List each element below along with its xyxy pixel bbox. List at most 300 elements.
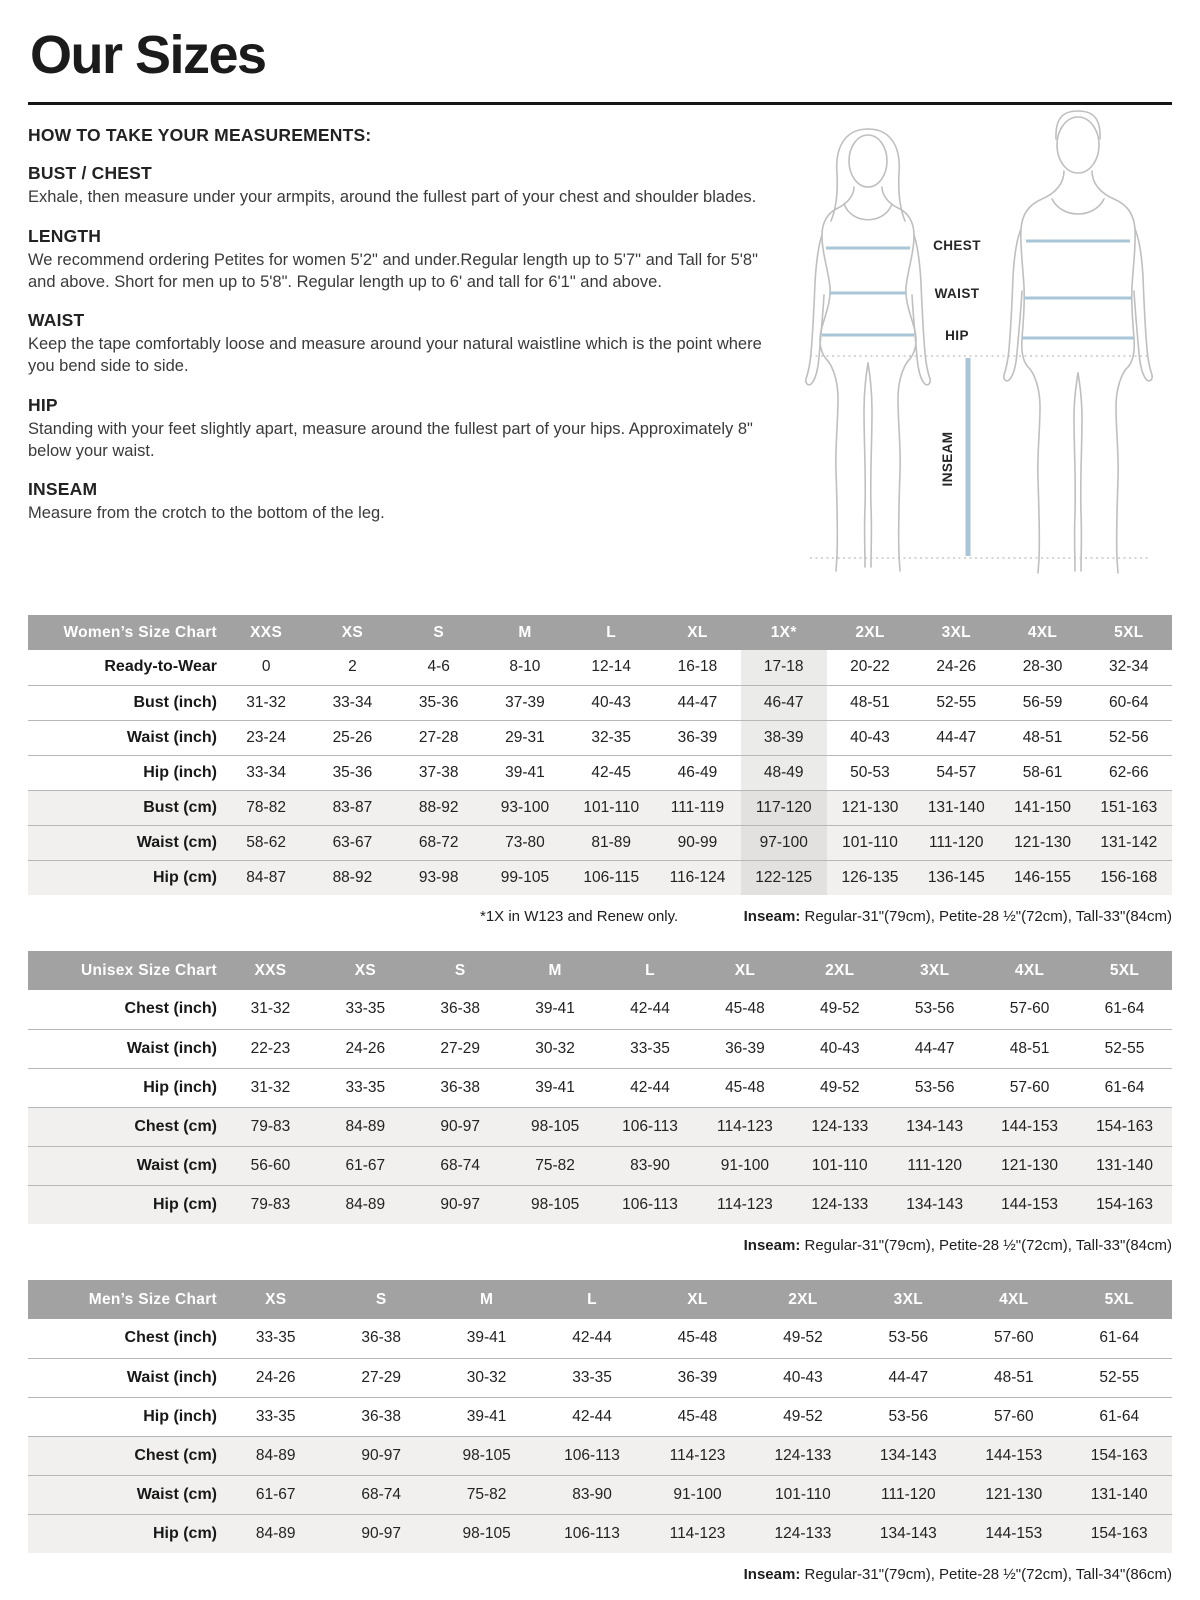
size-cell: 40-43: [783, 1368, 823, 1386]
size-column-header: 2XL: [792, 951, 887, 990]
row-label: Bust (inch): [133, 693, 217, 711]
size-cell: 42-45: [591, 763, 632, 781]
size-cell: 0: [261, 658, 271, 676]
size-cell: 24-26: [345, 1039, 386, 1057]
size-column-header: S: [413, 951, 508, 990]
size-cell: 36-38: [361, 1329, 401, 1347]
size-cell: 144-153: [985, 1446, 1043, 1464]
size-cell: 106-113: [564, 1446, 620, 1464]
row-label: Ready-to-Wear: [104, 658, 217, 676]
size-cell: 27-29: [361, 1368, 401, 1386]
size-cell: 27-28: [418, 728, 459, 746]
size-cell: 39-41: [535, 1000, 575, 1018]
size-column-header: 1X*: [741, 615, 827, 650]
size-cell: 121-130: [841, 798, 899, 816]
howto-heading: HOW TO TAKE YOUR MEASUREMENTS:: [28, 125, 372, 145]
size-cell: 46-47: [741, 685, 827, 720]
size-cell: 90-97: [361, 1524, 401, 1542]
size-cell: 101-110: [583, 798, 640, 816]
table-row: [28, 1397, 1172, 1436]
table-row: [28, 1029, 1172, 1068]
inseam-label: INSEAM: [940, 431, 955, 487]
size-cell: 17-18: [741, 650, 827, 685]
size-cell: 33-35: [572, 1368, 612, 1386]
size-cell: 20-22: [850, 658, 890, 676]
size-cell: 48-51: [1009, 1039, 1050, 1057]
size-cell: 33-35: [345, 1078, 386, 1096]
size-cell: 36-38: [440, 1078, 481, 1096]
womens-table-footnote: [28, 908, 1172, 925]
size-column-header: M: [508, 951, 603, 990]
size-cell: 49-52: [783, 1407, 823, 1425]
size-cell: 75-82: [535, 1156, 575, 1174]
size-cell: 111-120: [881, 1485, 936, 1503]
size-column-header: XL: [697, 951, 792, 990]
row-label: Hip (cm): [153, 1524, 217, 1542]
size-column-header: S: [328, 1280, 433, 1319]
size-cell: 57-60: [993, 1407, 1034, 1425]
size-column-header: 4XL: [961, 1280, 1066, 1319]
size-cell: 84-89: [255, 1446, 296, 1464]
size-cell: 53-56: [914, 1000, 955, 1018]
size-cell: 33-35: [255, 1407, 296, 1425]
instruction-section-hip: [28, 395, 773, 463]
section-title: WAIST: [28, 310, 85, 331]
body-measurement-diagram: [773, 105, 1172, 589]
instruction-section-inseam: [28, 479, 773, 525]
size-cell: 90-97: [361, 1446, 401, 1464]
size-cell: 88-92: [332, 868, 373, 886]
size-column-header: L: [603, 951, 698, 990]
inseam-note: Inseam: Regular-31"(79cm), Petite-28 ½"(72cm), Tall-34"(86cm): [743, 1566, 1172, 1583]
size-cell: 144-153: [1001, 1117, 1059, 1135]
size-column-header: 5XL: [1086, 615, 1172, 650]
size-cell: 154-163: [1096, 1117, 1153, 1135]
row-label: Bust (cm): [143, 798, 217, 816]
size-cell: 31-32: [250, 1078, 291, 1096]
size-cell: 73-80: [505, 833, 545, 851]
size-cell: 63-67: [332, 833, 373, 851]
size-cell: 61-64: [1099, 1407, 1140, 1425]
size-column-header: 3XL: [887, 951, 982, 990]
size-cell: 30-32: [535, 1039, 575, 1057]
size-cell: 53-56: [888, 1329, 929, 1347]
section-text: Keep the tape comfortably loose and measure around your natural waistline which is the point where you bend side to side.: [28, 335, 762, 376]
instruction-section-bust-chest: [28, 163, 773, 209]
unisex-size-chart-table: [28, 951, 1172, 1224]
size-cell: 42-44: [630, 1000, 670, 1018]
size-cell: 111-119: [670, 798, 725, 816]
row-label: Waist (cm): [136, 833, 217, 851]
size-cell: 121-130: [1014, 833, 1071, 851]
size-cell: 2: [348, 658, 357, 676]
size-cell: 88-92: [418, 798, 459, 816]
size-cell: 39-41: [505, 763, 545, 781]
size-cell: 58-62: [246, 833, 286, 851]
instructions-column: [28, 105, 773, 525]
size-cell: 62-66: [1109, 763, 1149, 781]
size-cell: 24-26: [255, 1368, 296, 1386]
size-cell: 84-89: [255, 1524, 296, 1542]
size-cell: 28-30: [1022, 658, 1063, 676]
size-column-header: 2XL: [827, 615, 913, 650]
size-column-header: L: [568, 615, 654, 650]
size-cell: 93-98: [418, 868, 459, 886]
size-cell: 101-110: [842, 833, 898, 851]
size-cell: 25-26: [332, 728, 373, 746]
size-column-header: 4XL: [982, 951, 1077, 990]
size-cell: 12-14: [591, 658, 632, 676]
size-cell: 131-140: [927, 798, 985, 816]
size-cell: 53-56: [914, 1078, 955, 1096]
size-cell: 61-64: [1099, 1329, 1140, 1347]
size-cell: 116-124: [669, 868, 726, 886]
section-title: LENGTH: [28, 225, 102, 246]
size-cell: 61-64: [1104, 1000, 1145, 1018]
size-column-header: XL: [645, 1280, 750, 1319]
table-row: [28, 650, 1172, 685]
size-cell: 124-133: [774, 1446, 832, 1464]
section-text: Exhale, then measure under your armpits, around the fullest part of your chest and shoulder blades.: [28, 188, 757, 206]
size-cell: 57-60: [993, 1329, 1034, 1347]
row-label: Hip (inch): [143, 1078, 217, 1096]
size-cell: 114-123: [669, 1446, 726, 1464]
instruction-section-waist: [28, 310, 773, 378]
size-cell: 151-163: [1100, 798, 1158, 816]
size-cell: 84-87: [246, 868, 286, 886]
mens-table-footnote: [28, 1566, 1172, 1583]
size-cell: 98-105: [462, 1446, 511, 1464]
size-cell: 50-53: [850, 763, 890, 781]
size-cell: 83-90: [630, 1156, 670, 1174]
size-cell: 114-123: [717, 1195, 773, 1213]
body-figures-illustration: [780, 107, 1172, 589]
size-cell: 121-130: [985, 1485, 1043, 1503]
size-cell: 154-163: [1090, 1524, 1148, 1542]
size-cell: 42-44: [630, 1078, 670, 1096]
inseam-note: Inseam: Regular-31"(79cm), Petite-28 ½"(72cm), Tall-33"(84cm): [743, 1237, 1172, 1254]
size-cell: 40-43: [591, 693, 632, 711]
table-header-row: [28, 1280, 1172, 1319]
size-cell: 124-133: [774, 1524, 832, 1542]
table-row: [28, 720, 1172, 755]
size-cell: 61-67: [255, 1485, 296, 1503]
size-column-header: XXS: [223, 615, 309, 650]
size-cell: 45-48: [725, 1000, 765, 1018]
size-cell: 54-57: [936, 763, 977, 781]
size-cell: 79-83: [250, 1117, 291, 1135]
table-row: [28, 685, 1172, 720]
size-cell: 31-32: [246, 693, 286, 711]
size-cell: 35-36: [418, 693, 459, 711]
size-cell: 33-35: [630, 1039, 670, 1057]
size-cell: 48-51: [993, 1368, 1034, 1386]
size-cell: 101-110: [811, 1156, 868, 1174]
size-cell: 57-60: [1009, 1078, 1050, 1096]
size-cell: 156-168: [1100, 868, 1158, 886]
size-column-header: 3XL: [856, 1280, 961, 1319]
size-cell: 126-135: [841, 868, 899, 886]
size-cell: 39-41: [535, 1078, 575, 1096]
table-row: [28, 1475, 1172, 1514]
size-cell: 134-143: [906, 1195, 964, 1213]
size-cell: 39-41: [466, 1329, 507, 1347]
size-cell: 31-32: [250, 1000, 291, 1018]
size-cell: 44-47: [677, 693, 718, 711]
table-row: [28, 1514, 1172, 1553]
row-label: Hip (cm): [153, 1195, 217, 1213]
size-cell: 79-83: [250, 1195, 291, 1213]
table-row: [28, 1068, 1172, 1107]
table-row: [28, 1146, 1172, 1185]
table-header-row: [28, 951, 1172, 990]
size-cell: 99-105: [500, 868, 550, 886]
size-column-header: 5XL: [1067, 1280, 1173, 1319]
size-cell: 53-56: [888, 1407, 929, 1425]
size-cell: 131-140: [1096, 1156, 1153, 1174]
size-cell: 154-163: [1096, 1195, 1153, 1213]
row-label: Hip (cm): [153, 868, 217, 886]
size-cell: 45-48: [677, 1329, 718, 1347]
size-cell: 40-43: [850, 728, 890, 746]
section-title: HIP: [28, 394, 58, 415]
row-label: Waist (cm): [136, 1156, 217, 1174]
size-column-header: 2XL: [750, 1280, 855, 1319]
size-column-header: XS: [309, 615, 395, 650]
size-cell: 58-61: [1022, 763, 1063, 781]
size-cell: 124-133: [811, 1195, 869, 1213]
table-row: [28, 755, 1172, 790]
size-cell: 44-47: [936, 728, 977, 746]
size-cell: 75-82: [466, 1485, 507, 1503]
row-label: Waist (cm): [136, 1485, 217, 1503]
size-cell: 90-97: [440, 1195, 481, 1213]
table-header-row: [28, 615, 1172, 650]
row-label: Waist (inch): [126, 1039, 217, 1057]
size-cell: 122-125: [741, 860, 827, 895]
size-cell: 52-56: [1109, 728, 1149, 746]
row-label: Waist (inch): [126, 728, 217, 746]
size-cell: 44-47: [914, 1039, 955, 1057]
size-cell: 36-39: [677, 728, 718, 746]
size-cell: 93-100: [500, 798, 550, 816]
table-row: [28, 1319, 1172, 1358]
size-cell: 52-55: [1104, 1039, 1145, 1057]
size-column-header: M: [434, 1280, 539, 1319]
size-cell: 36-39: [677, 1368, 718, 1386]
instruction-section-length: [28, 226, 773, 294]
size-cell: 42-44: [572, 1329, 612, 1347]
inseam-note: Inseam: Regular-31"(79cm), Petite-28 ½"(72cm), Tall-33"(84cm): [743, 908, 1172, 925]
size-cell: 27-29: [440, 1039, 481, 1057]
row-label: Chest (inch): [124, 1329, 217, 1347]
size-cell: 98-105: [462, 1524, 511, 1542]
section-text: We recommend ordering Petites for women 5'2" and under.Regular length up to 5'7" and Tall for 5'8" and above. Short for men up to 5'8". Regular length up to 6' and tall for 6'1" and above.: [28, 250, 758, 291]
row-label: Chest (inch): [124, 1000, 217, 1018]
table-title: Men’s Size Chart: [28, 1280, 223, 1319]
table-title: Unisex Size Chart: [28, 951, 223, 990]
size-column-header: XL: [654, 615, 740, 650]
table-row: [28, 1185, 1172, 1224]
size-cell: 141-150: [1014, 798, 1071, 816]
size-cell: 49-52: [819, 1000, 860, 1018]
size-cell: 36-38: [440, 1000, 481, 1018]
section-text: Measure from the crotch to the bottom of the leg.: [28, 504, 385, 523]
row-label: Waist (inch): [126, 1368, 217, 1386]
size-cell: 33-34: [332, 693, 373, 711]
size-cell: 61-64: [1104, 1078, 1145, 1096]
size-cell: 61-67: [345, 1156, 386, 1174]
size-cell: 144-153: [1001, 1195, 1059, 1213]
table-row: [28, 990, 1172, 1029]
female-figure: [806, 129, 930, 571]
size-cell: 114-123: [669, 1524, 726, 1542]
size-column-header: XS: [318, 951, 413, 990]
table-title: Women’s Size Chart: [28, 615, 223, 650]
chest-label: CHEST: [933, 238, 981, 253]
size-cell: 23-24: [246, 728, 286, 746]
size-cell: 45-48: [677, 1407, 718, 1425]
size-cell: 106-113: [622, 1195, 678, 1213]
size-column-header: S: [396, 615, 482, 650]
size-cell: 68-74: [361, 1485, 401, 1503]
one-x-note: *1X in W123 and Renew only.: [480, 908, 679, 925]
size-cell: 90-97: [440, 1117, 481, 1135]
size-cell: 134-143: [906, 1117, 964, 1135]
row-label: Hip (inch): [143, 763, 217, 781]
table-row: [28, 1436, 1172, 1475]
size-cell: 33-34: [246, 763, 286, 781]
size-cell: 37-38: [418, 763, 459, 781]
size-cell: 56-59: [1022, 693, 1063, 711]
size-cell: 134-143: [879, 1446, 937, 1464]
size-cell: 30-32: [466, 1368, 507, 1386]
waist-label: WAIST: [934, 286, 980, 301]
size-cell: 131-142: [1100, 833, 1158, 851]
size-column-header: 3XL: [913, 615, 999, 650]
size-cell: 91-100: [720, 1156, 770, 1174]
size-cell: 8-10: [509, 658, 541, 676]
size-cell: 44-47: [888, 1368, 929, 1386]
size-cell: 124-133: [811, 1117, 869, 1135]
size-cell: 146-155: [1014, 868, 1071, 886]
size-cell: 42-44: [572, 1407, 612, 1425]
size-cell: 81-89: [591, 833, 632, 851]
size-column-header: XS: [223, 1280, 328, 1319]
table-row: [28, 825, 1172, 860]
size-cell: 56-60: [250, 1156, 291, 1174]
size-column-header: XXS: [223, 951, 318, 990]
size-cell: 22-23: [250, 1039, 291, 1057]
size-cell: 111-120: [907, 1156, 962, 1174]
size-cell: 33-35: [255, 1329, 296, 1347]
size-cell: 46-49: [677, 763, 718, 781]
womens-size-chart-table: [28, 615, 1172, 895]
size-cell: 52-55: [936, 693, 977, 711]
size-cell: 90-99: [677, 833, 718, 851]
table-row: [28, 790, 1172, 825]
size-cell: 106-115: [583, 868, 640, 886]
size-cell: 33-35: [345, 1000, 386, 1018]
section-text: Standing with your feet slightly apart, measure around the fullest part of your hips. Approximately 8" below your waist.: [28, 419, 753, 460]
section-title: INSEAM: [28, 479, 98, 500]
table-row: [28, 1358, 1172, 1397]
size-cell: 68-72: [418, 833, 459, 851]
size-cell: 121-130: [1001, 1156, 1059, 1174]
unisex-table-footnote: [28, 1237, 1172, 1254]
size-cell: 106-113: [622, 1117, 678, 1135]
size-cell: 131-140: [1090, 1485, 1148, 1503]
size-column-header: M: [482, 615, 568, 650]
row-label: Chest (cm): [134, 1117, 217, 1135]
size-cell: 45-48: [725, 1078, 765, 1096]
size-cell: 49-52: [819, 1078, 860, 1096]
size-cell: 84-89: [345, 1117, 386, 1135]
size-cell: 4-6: [427, 658, 450, 676]
size-cell: 78-82: [246, 798, 286, 816]
size-cell: 106-113: [564, 1524, 620, 1542]
size-cell: 36-38: [361, 1407, 401, 1425]
size-cell: 49-52: [783, 1329, 823, 1347]
size-cell: 111-120: [928, 833, 984, 851]
table-row: [28, 860, 1172, 895]
row-label: Chest (cm): [134, 1446, 217, 1464]
size-cell: 136-145: [927, 868, 985, 886]
section-title: BUST / CHEST: [28, 163, 152, 183]
size-cell: 154-163: [1090, 1446, 1148, 1464]
size-cell: 97-100: [741, 825, 827, 860]
page-title: Our Sizes: [30, 25, 266, 85]
size-cell: 91-100: [673, 1485, 722, 1503]
size-cell: 98-105: [530, 1195, 580, 1213]
size-column-header: L: [539, 1280, 644, 1319]
size-cell: 57-60: [1009, 1000, 1050, 1018]
measurement-instructions-area: [28, 105, 1172, 589]
size-column-header: 5XL: [1077, 951, 1172, 990]
size-cell: 29-31: [505, 728, 545, 746]
size-cell: 48-51: [850, 693, 890, 711]
size-cell: 98-105: [530, 1117, 580, 1135]
size-cell: 36-39: [725, 1039, 765, 1057]
table-row: [28, 1107, 1172, 1146]
size-cell: 24-26: [936, 658, 977, 676]
size-cell: 68-74: [440, 1156, 481, 1174]
size-cell: 32-34: [1109, 658, 1149, 676]
size-cell: 134-143: [879, 1524, 937, 1542]
mens-size-chart-table: [28, 1280, 1172, 1553]
size-cell: 144-153: [985, 1524, 1043, 1542]
size-cell: 60-64: [1109, 693, 1149, 711]
size-cell: 48-51: [1022, 728, 1063, 746]
size-cell: 16-18: [677, 658, 718, 676]
size-cell: 117-120: [741, 790, 827, 825]
size-cell: 114-123: [717, 1117, 773, 1135]
size-cell: 40-43: [819, 1039, 860, 1057]
male-figure: [1004, 111, 1152, 573]
row-label: Hip (inch): [143, 1407, 217, 1425]
size-cell: 38-39: [741, 720, 827, 755]
size-cell: 101-110: [775, 1485, 831, 1503]
size-column-header: 4XL: [999, 615, 1085, 650]
size-cell: 48-49: [741, 755, 827, 790]
size-cell: 83-90: [572, 1485, 612, 1503]
hip-label: HIP: [945, 328, 969, 343]
size-cell: 35-36: [332, 763, 373, 781]
size-cell: 83-87: [332, 798, 373, 816]
size-cell: 39-41: [466, 1407, 507, 1425]
size-cell: 32-35: [591, 728, 632, 746]
size-cell: 84-89: [345, 1195, 386, 1213]
